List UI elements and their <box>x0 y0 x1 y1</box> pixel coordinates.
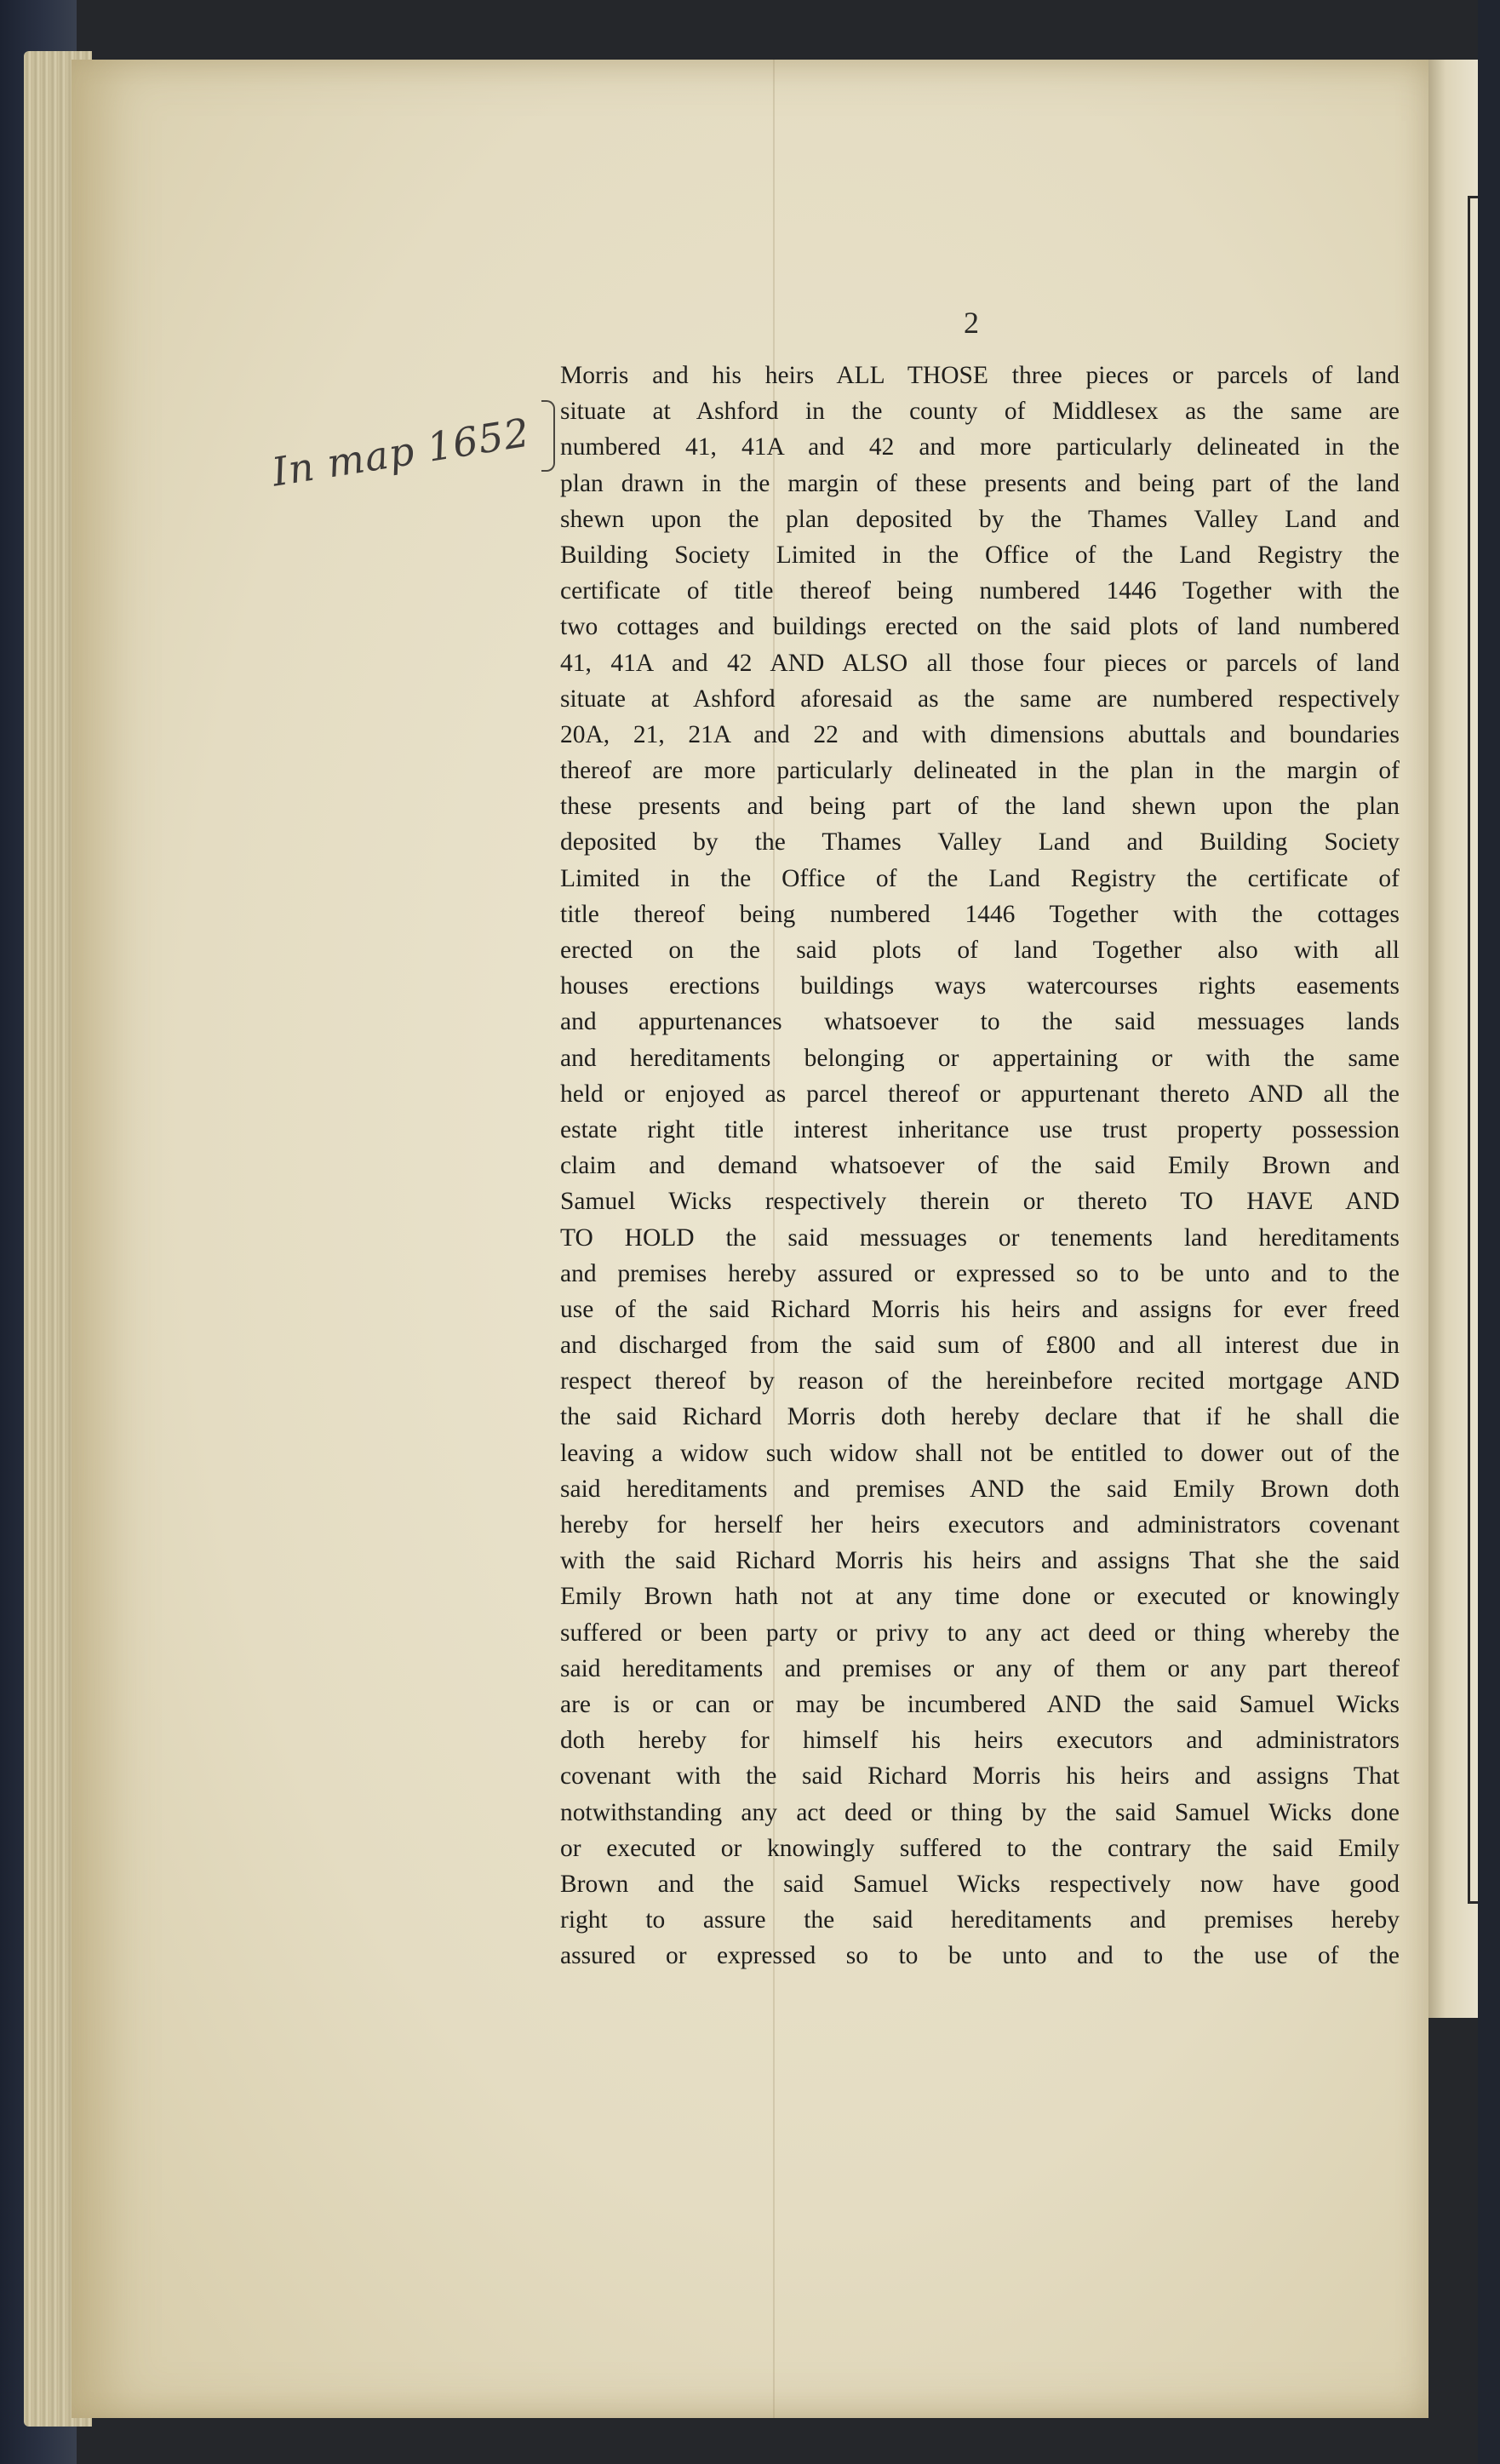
text-line: and premises hereby assured or expressed so to be unto and to the <box>560 1259 1400 1287</box>
text-line: thereof are more particularly delineated in the plan in the margin of <box>560 757 1400 785</box>
text-line: situate at Ashford aforesaid as the same are numbered respectively <box>560 685 1400 713</box>
text-line: estate right title interest inheritance use trust property possession <box>560 1115 1400 1143</box>
text-line: Limited in the Office of the Land Registry the certificate of <box>560 864 1400 892</box>
text-line: notwithstanding any act deed or thing by the said Samuel Wicks done <box>560 1798 1400 1826</box>
text-line: covenant with the said Richard Morris his heirs and assigns That <box>560 1762 1400 1791</box>
handwritten-margin-note: In map 1652 <box>268 409 534 496</box>
text-line: Brown and the said Samuel Wicks respectively now have good <box>560 1870 1400 1898</box>
text-line: said hereditaments and premises or any of them or any part thereof <box>560 1654 1400 1682</box>
text-line: situate at Ashford in the county of Middlesex as the same are <box>560 398 1400 426</box>
text-line: leaving a widow such widow shall not be entitled to dower out of the <box>560 1439 1400 1467</box>
text-line: are is or can or may be incumbered AND the said Samuel Wicks <box>560 1690 1400 1718</box>
text-line: these presents and being part of the land shewn upon the plan <box>560 793 1400 821</box>
text-line: deposited by the Thames Valley Land and Building Society <box>560 828 1400 857</box>
text-line: respect thereof by reason of the hereinbefore recited mortgage AND <box>560 1367 1400 1395</box>
deed-body-text <box>560 358 1400 1974</box>
text-line: Building Society Limited in the Office of the Land Registry the <box>560 541 1400 569</box>
text-line: hereby for herself her heirs executors and administrators covenant <box>560 1511 1400 1539</box>
page-number: 2 <box>964 306 979 340</box>
text-line: houses erections buildings ways watercourses rights easements <box>560 972 1400 1000</box>
margin-bracket <box>541 400 555 472</box>
text-line: erected on the said plots of land Together also with all <box>560 937 1400 964</box>
text-line: held or enjoyed as parcel thereof or appurtenant thereto AND all the <box>560 1080 1400 1108</box>
text-line: suffered or been party or privy to any act deed or thing whereby the <box>560 1619 1400 1647</box>
text-line: and hereditaments belonging or appertaining or with the same <box>560 1044 1400 1072</box>
text-line: said hereditaments and premises AND the said Emily Brown doth <box>560 1475 1400 1503</box>
text-line: TO HOLD the said messuages or tenements land hereditaments <box>560 1223 1400 1252</box>
text-line: numbered 41, 41A and 42 and more particularly delineated in the <box>560 433 1400 461</box>
book-cover-right <box>1478 0 1500 2464</box>
text-line: use of the said Richard Morris his heirs and assigns for ever freed <box>560 1295 1400 1323</box>
text-line: certificate of title thereof being numbered 1446 Together with the <box>560 577 1400 605</box>
text-line: doth hereby for himself his heirs executors and administrators <box>560 1727 1400 1755</box>
text-line: 20A, 21, 21A and 22 and with dimensions abuttals and boundaries <box>560 720 1400 748</box>
text-line: Emily Brown hath not at any time done or executed or knowingly <box>560 1583 1400 1611</box>
text-line: plan drawn in the margin of these presents and being part of the land <box>560 469 1400 497</box>
text-line: Samuel Wicks respectively therein or thereto TO HAVE AND <box>560 1188 1400 1216</box>
text-line: right to assure the said hereditaments and premises hereby <box>560 1906 1400 1934</box>
text-line: and appurtenances whatsoever to the said messuages lands <box>560 1008 1400 1036</box>
text-line: title thereof being numbered 1446 Together with the cottages <box>560 900 1400 928</box>
text-line: Morris and his heirs ALL THOSE three pieces or parcels of land <box>560 362 1400 389</box>
text-line: and discharged from the said sum of £800 and all interest due in <box>560 1332 1400 1360</box>
text-line: shewn upon the plan deposited by the Thames Valley Land and <box>560 505 1400 533</box>
text-line: with the said Richard Morris his heirs and assigns That she the said <box>560 1547 1400 1575</box>
text-line: or executed or knowingly suffered to the contrary the said Emily <box>560 1834 1400 1862</box>
text-line: claim and demand whatsoever of the said Emily Brown and <box>560 1152 1400 1180</box>
text-line: the said Richard Morris doth hereby declare that if he shall die <box>560 1403 1400 1431</box>
text-line: 41, 41A and 42 AND ALSO all those four pieces or parcels of land <box>560 649 1400 677</box>
text-line: two cottages and buildings erected on the said plots of land numbered <box>560 613 1400 641</box>
text-line: assured or expressed so to be unto and to the use of the <box>560 1942 1400 1970</box>
